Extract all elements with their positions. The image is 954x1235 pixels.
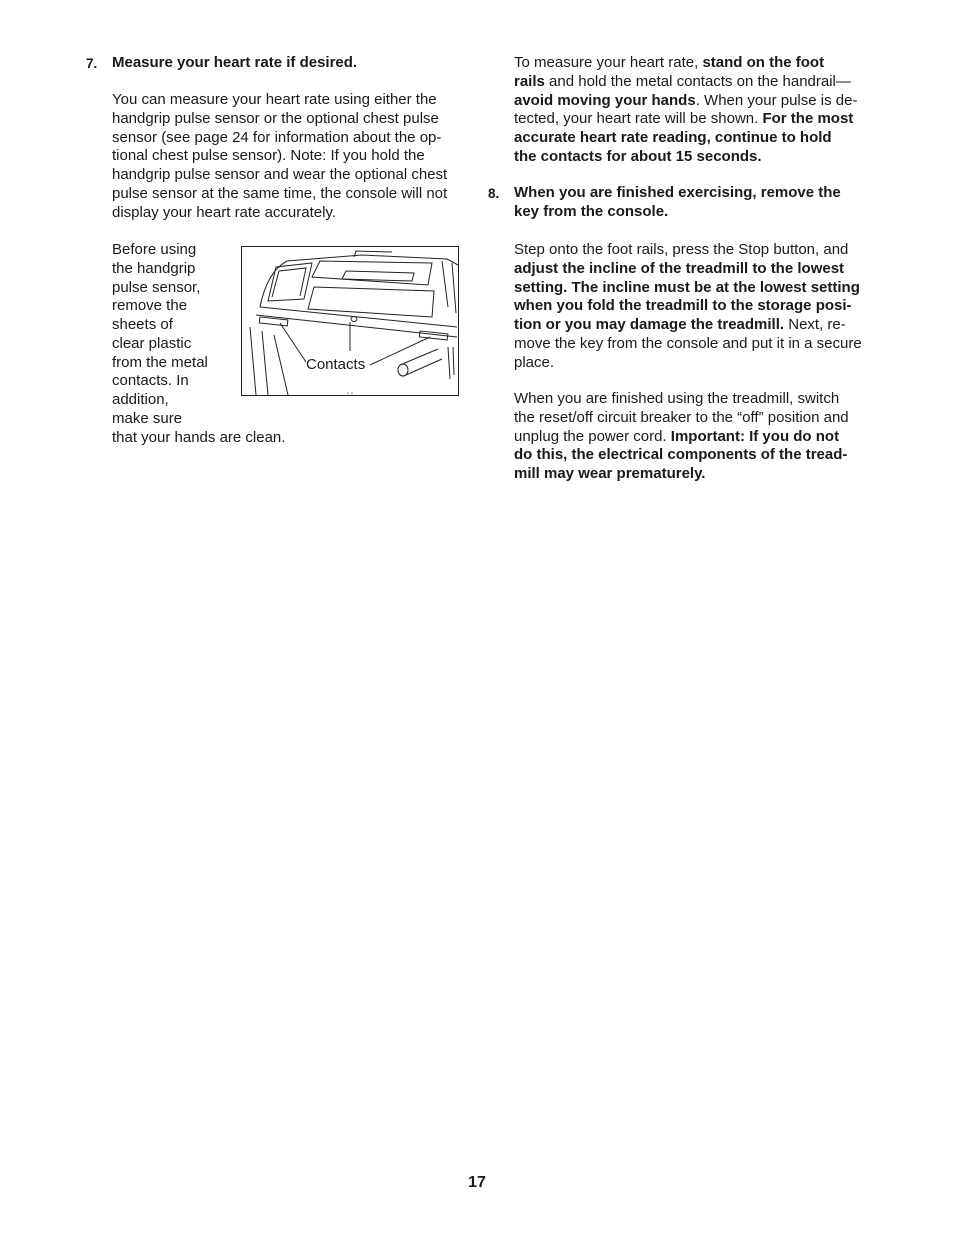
stop-and-incline-paragraph: Step onto the foot rails, press the Stop button, and adjust the incline of the treadmill to the lowest setting. The incline must be at the lowest setting when you fold the treadmill to the storage posi- tion or you may damage the treadmill. Next, re- move the key from the console and put it in a secure place. [514, 241, 862, 371]
console-contacts-illustration [241, 246, 459, 396]
page-number: 17 [468, 1174, 486, 1191]
step-7-heading: Measure your heart rate if desired. [112, 54, 358, 71]
contacts-callout-label: Contacts [306, 356, 366, 373]
step-8-number: 8. [488, 186, 500, 201]
heart-rate-intro-paragraph: You can measure your heart rate using either the handgrip pulse sensor or the optional chest pulse sensor (see page 24 for information about the op- tional chest pulse sensor). Note: If you hold the handgrip pulse sensor and wear the optional chest pulse sensor at the same time, the console will not display your heart rate accurately. [112, 91, 448, 221]
step-7-number: 7. [86, 56, 98, 71]
before-using-paragraph: Before using the handgrip pulse sensor, remove the sheets of clear plastic from the metal contacts. In addition, make sure that your hands are clean. [112, 241, 286, 446]
power-off-paragraph: When you are finished using the treadmill, switch the reset/off circuit breaker to the “off” position and unplug the power cord. Important: If you do not do this, the electrical components of the tread- mill may wear prematurely. [514, 390, 849, 482]
step-8-heading: When you are finished exercising, remove the key from the console. [514, 184, 841, 220]
measure-heart-rate-paragraph: To measure your heart rate, stand on the foot rails and hold the metal contacts on the handrail— avoid moving your hands. When your pulse is de- tected, your heart rate will be shown. For the most accurate heart rate reading, continue to hold the contacts for about 15 seconds. [514, 54, 858, 165]
